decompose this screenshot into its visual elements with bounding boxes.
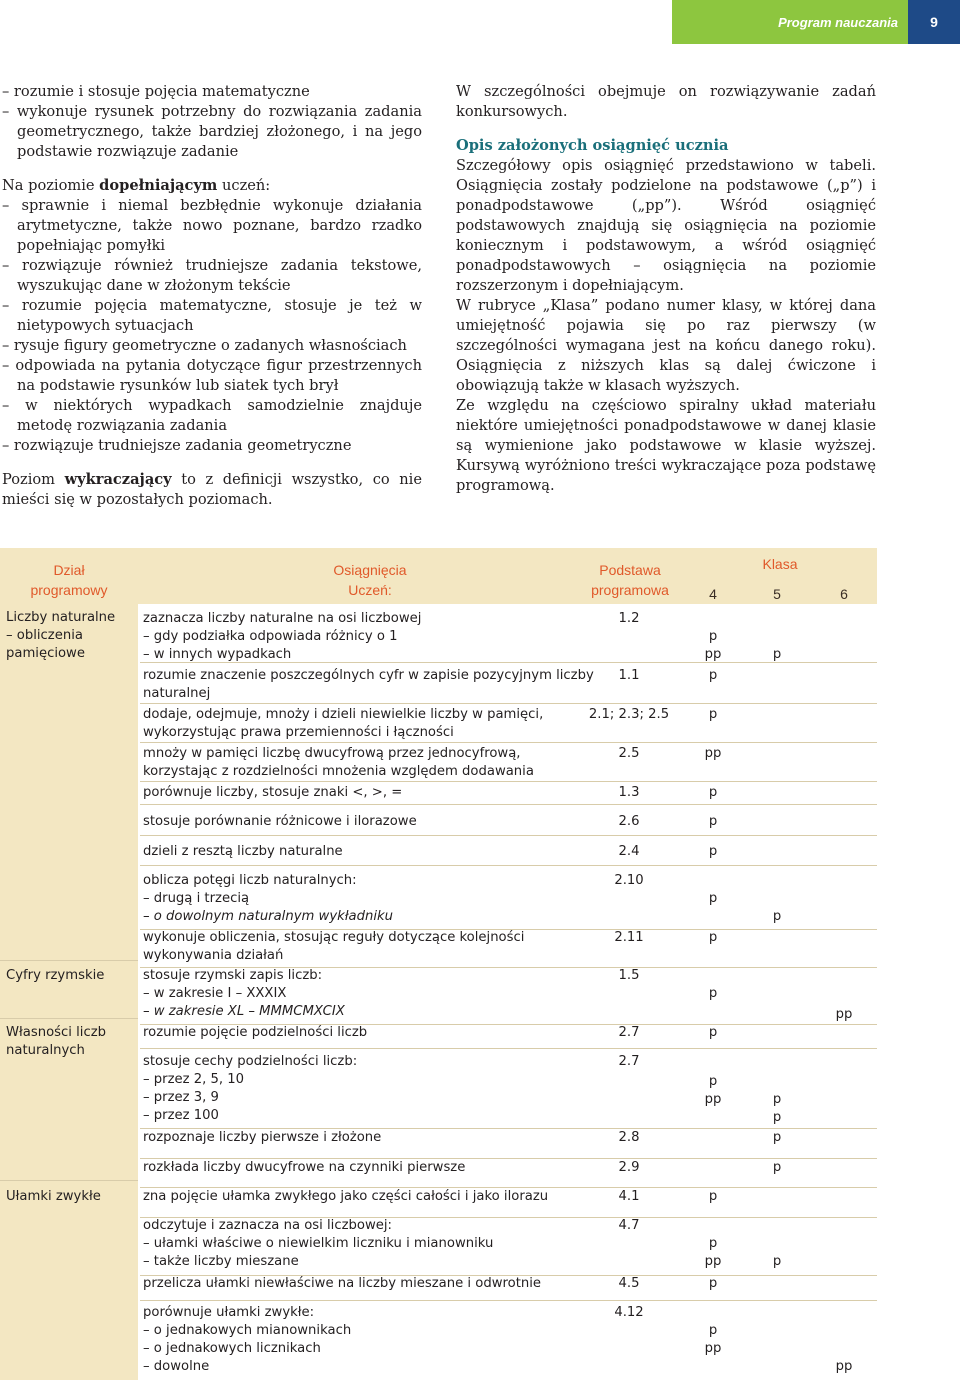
intro-paragraph: W szczególności obejmuje on rozwiązywanie zadań konkursowych. — [456, 83, 876, 120]
right-text-column — [456, 82, 876, 496]
class4-value: p — [708, 629, 718, 644]
class4-value: p — [708, 1025, 718, 1040]
list-item: – rozumie pojęcia matematyczne, stosuje je też w nietypowych sytuacjach — [2, 297, 422, 334]
table-row: rozumie znaczenie poszczególnych cyfr w zapisie pozycyjnym liczby naturalnej — [143, 668, 594, 701]
base-ref: 1.2 — [618, 611, 640, 626]
base-ref: 4.12 — [614, 1305, 644, 1320]
table-row: dzieli z resztą liczby naturalne — [143, 844, 343, 859]
header-achievements: Osiągnięcia Uczeń: — [333, 562, 407, 598]
class6-value: pp — [835, 1359, 853, 1374]
base-ref: 2.7 — [618, 1025, 640, 1040]
class5-value: p — [772, 647, 782, 662]
base-ref: 2.8 — [618, 1130, 640, 1145]
table-row: stosuje rzymski zapis liczb: – w zakresie I – XXXIX – w zakresie XL – MMMCMXCIX — [143, 968, 345, 1019]
section-label: Własności liczb naturalnych — [6, 1025, 107, 1058]
table-row: porównuje liczby, stosuje znaki <, >, = — [143, 785, 403, 800]
table-row: zaznacza liczby naturalne na osi liczbowej – gdy podziałka odpowiada różnicy o 1 – w innych wypadkach — [143, 611, 422, 662]
list-item: – rozwiązuje trudniejsze zadania geometryczne — [2, 437, 352, 454]
list-item: – sprawnie i niemal bezbłędnie wykonuje działania arytmetyczne, także nowo poznane, bardzo rzadko popełniając pomyłki — [2, 197, 422, 254]
class4-value: p — [708, 1323, 718, 1338]
section-label: Ułamki zwykłe — [6, 1189, 101, 1204]
class5-value: p — [772, 1092, 782, 1107]
table-row: przelicza ułamki niewłaściwe na liczby mieszane i odwrotnie — [143, 1276, 542, 1291]
table-row: oblicza potęgi liczb naturalnych: – drugą i trzecią – o dowolnym naturalnym wykładniku — [143, 873, 394, 924]
base-ref: 2.1; 2.3; 2.5 — [588, 707, 670, 722]
table-row: rozumie pojęcie podzielności liczb — [143, 1025, 368, 1040]
class5-value: p — [772, 1160, 782, 1175]
table-row: dodaje, odejmuje, mnoży i dzieli niewielkie liczby w pamięci, wykorzystując prawa przemienności i łączności — [143, 707, 544, 740]
class4-value: p — [708, 785, 718, 800]
section-label: Liczby naturalne – obliczenia pamięciowe — [6, 610, 116, 661]
table-row: stosuje cechy podzielności liczb: – przez 2, 5, 10 – przez 3, 9 – przez 100 — [143, 1054, 358, 1123]
list-item: – w niektórych wypadkach samodzielnie znajduje metodę rozwiązania zadania — [2, 397, 422, 434]
base-ref: 2.6 — [618, 814, 640, 829]
page-number: 9 — [908, 0, 960, 44]
class5-value: p — [772, 1254, 782, 1269]
table-row: odczytuje i zaznacza na osi liczbowej: – ułamki właściwe o niewielkim liczniku i mianowniku – także liczby mieszane — [143, 1218, 494, 1269]
base-ref: 2.5 — [618, 746, 640, 761]
class4-value: p — [708, 891, 718, 906]
class4-value: pp — [704, 1092, 722, 1107]
class4-value: p — [708, 1236, 718, 1251]
class4-value: p — [708, 1074, 718, 1089]
section-title: Program nauczania — [672, 0, 908, 44]
header-class-6: 6 — [840, 586, 848, 602]
class4-value: p — [708, 1276, 718, 1291]
paragraph: Ze względu na częściowo spiralny układ materiału niektóre umiejętności ponadpodstawowe w danej klasie są wymienione jako podstawowe w klasie wyższej. Kursywą wyróżniono treści wykraczające poza podstawę programową. — [456, 397, 876, 494]
table-row: stosuje porównanie różnicowe i ilorazowe — [143, 814, 417, 829]
base-ref: 4.1 — [618, 1189, 640, 1204]
left-text-column — [2, 82, 422, 510]
header-base: Podstawa programowa — [591, 562, 669, 598]
base-ref: 2.7 — [618, 1054, 640, 1069]
base-ref: 1.3 — [618, 785, 640, 800]
table-row: porównuje ułamki zwykłe: – o jednakowych mianownikach – o jednakowych licznikach – dowolne — [143, 1305, 352, 1374]
header-class: Klasa — [762, 556, 798, 572]
table-row: rozpoznaje liczby pierwsze i złożone — [143, 1130, 382, 1145]
list-item: – rysuje figury geometryczne o zadanych własnościach — [2, 337, 407, 354]
list-item: – rozwiązuje również trudniejsze zadania tekstowe, wyszukując dane w złożonym tekście — [2, 257, 422, 294]
base-ref: 4.7 — [618, 1218, 640, 1233]
base-ref: 1.5 — [618, 968, 640, 983]
base-ref: 1.1 — [618, 668, 640, 683]
class6-value: pp — [835, 1007, 853, 1022]
section-heading: Opis założonych osiągnięć ucznia — [456, 137, 729, 154]
header-section: Dział programowy — [30, 562, 108, 598]
class4-value: p — [708, 707, 718, 722]
achievements-table — [0, 548, 877, 1380]
base-ref: 2.11 — [614, 930, 644, 945]
class4-value: p — [708, 986, 718, 1001]
class4-value: p — [708, 930, 718, 945]
list-item: – odpowiada na pytania dotyczące figur przestrzennych na podstawie rysunków lub siatek tych brył — [2, 357, 422, 394]
list-item: – rozumie i stosuje pojęcia matematyczne — [2, 83, 310, 100]
base-ref: 2.4 — [618, 844, 640, 859]
table-row: wykonuje obliczenia, stosując reguły dotyczące kolejności wykonywania działań — [143, 930, 525, 963]
table-row: mnoży w pamięci liczbę dwucyfrową przez jednocyfrową, korzystając z rozdzielności mnożenia względem dodawania — [143, 746, 534, 779]
level-intro: Na poziomie dopełniającym uczeń: — [2, 177, 271, 194]
table-row: rozkłada liczby dwucyfrowe na czynniki pierwsze — [143, 1160, 466, 1175]
class5-value: p — [772, 1110, 782, 1125]
base-ref: 4.5 — [618, 1276, 640, 1291]
class4-value: p — [708, 844, 718, 859]
base-ref: 2.10 — [614, 873, 644, 888]
table-row: zna pojęcie ułamka zwykłego jako części całości i jako ilorazu — [143, 1189, 549, 1204]
class4-value: pp — [704, 1254, 722, 1269]
class4-value: pp — [704, 1341, 722, 1356]
paragraph: Szczegółowy opis osiągnięć przedstawiono w tabeli. Osiągnięcia zostały podzielone na podstawowe („p”) i ponadpodstawowe („pp”). Wśród osiągnięć podstawowych znajdują się osiągnięcia na poziomie koniecznym i podstawowym, a wśród osiągnięć ponadpodstawowych – osiągnięcia na poziomie rozszerzonym i dopełniającym. — [456, 157, 876, 294]
beyond-paragraph: Poziom wykraczający to z definicji wszystko, co nie mieści się w pozostałych poziomach. — [2, 471, 422, 508]
class4-value: p — [708, 1189, 718, 1204]
header-class-5: 5 — [773, 586, 781, 602]
class4-value: pp — [704, 647, 722, 662]
class5-value: p — [772, 909, 782, 924]
page-header — [672, 0, 960, 44]
class4-value: pp — [704, 746, 722, 761]
list-item: – wykonuje rysunek potrzebny do rozwiązania zadania geometrycznego, także bardziej złożonego, i na jego podstawie rozwiązuje zadanie — [2, 103, 422, 160]
header-class-4: 4 — [709, 586, 717, 602]
section-label: Cyfry rzymskie — [6, 968, 105, 983]
class4-value: p — [708, 814, 718, 829]
paragraph: W rubryce „Klasa” podano numer klasy, w której dana umiejętność pojawia się po raz pierwszy (w szczególności wymagana jest na końcu danego roku). Osiągnięcia z niższych klas są dalej ćwiczone i obowiązują także w klasach wyższych. — [456, 297, 876, 394]
base-ref: 2.9 — [618, 1160, 640, 1175]
class4-value: p — [708, 668, 718, 683]
section-column-bg — [0, 604, 138, 1380]
class5-value: p — [772, 1130, 782, 1145]
